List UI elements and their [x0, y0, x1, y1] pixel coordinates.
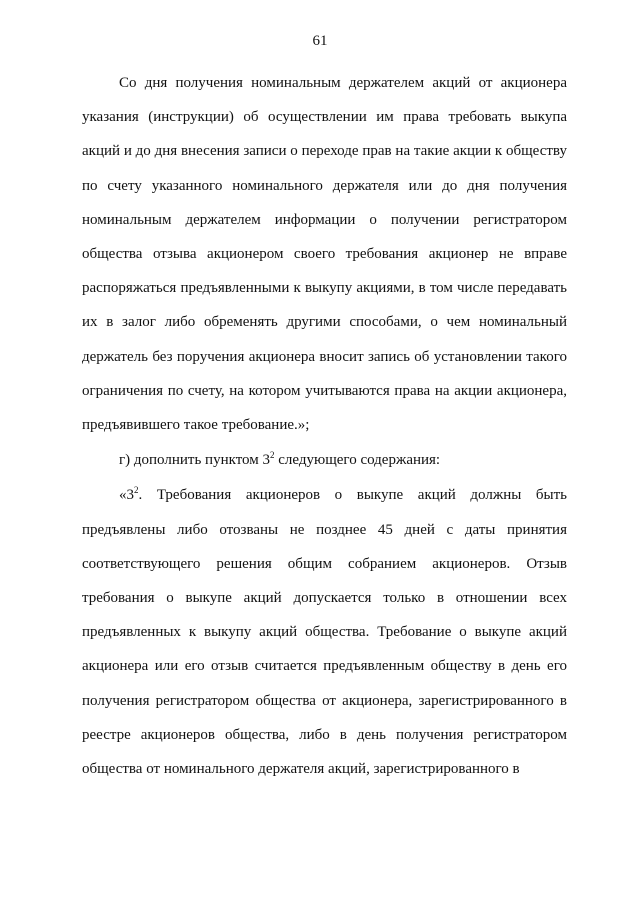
amendment-intro-superscript: 2 [270, 450, 275, 461]
clause-superscript: 2 [134, 485, 139, 496]
page-number: 61 [312, 33, 328, 49]
clause-number: «3 [119, 487, 134, 504]
clause-text: . Требования акционеров о выкупе акций должны быть предъявлены либо отозваны не позднее 45 дней с даты принятия соответствующего решения общим собранием акционеров. Отзыв требования о выкупе акций допускается только в отношении всех предъявленных к выкупу акций общества. Требование о выкупе акций акционера или его отзыв считается предъявленным обществу в день его получения регистратором общества от акционера, зарегистрированного в реестре акционеров общества, либо в день получения регистратором общества от номинального держателя акций, зарегистрированного в [82, 487, 567, 778]
amendment-intro-tail: следующего содержания: [274, 452, 441, 469]
document-body [82, 66, 567, 786]
paragraph-amendment-intro [82, 443, 567, 477]
amendment-intro-text: г) дополнить пунктом 3 [119, 452, 271, 469]
paragraph-nominal-holder: Со дня получения номинальным держателем акций от акционера указания (инструкции) об осуществлении им права требовать выкупа акций и до дня внесения записи о переходе прав на такие акции к обществу по счету указанного номинального держателя или до дня получения номинальным держателем информации о получении регистратором общества отзыва акционером своего требования акционер не вправе распоряжаться предъявленными к выкупу акциями, в том числе передавать их в залог либо обременять другими способами, о чем номинальный держатель без поручения акционера вносит запись об установлении такого ограничения по счету, на котором учитываются права на акции акционера, предъявившего такое требование.»; [82, 75, 567, 434]
paragraph-clause-3-2 [82, 478, 567, 786]
